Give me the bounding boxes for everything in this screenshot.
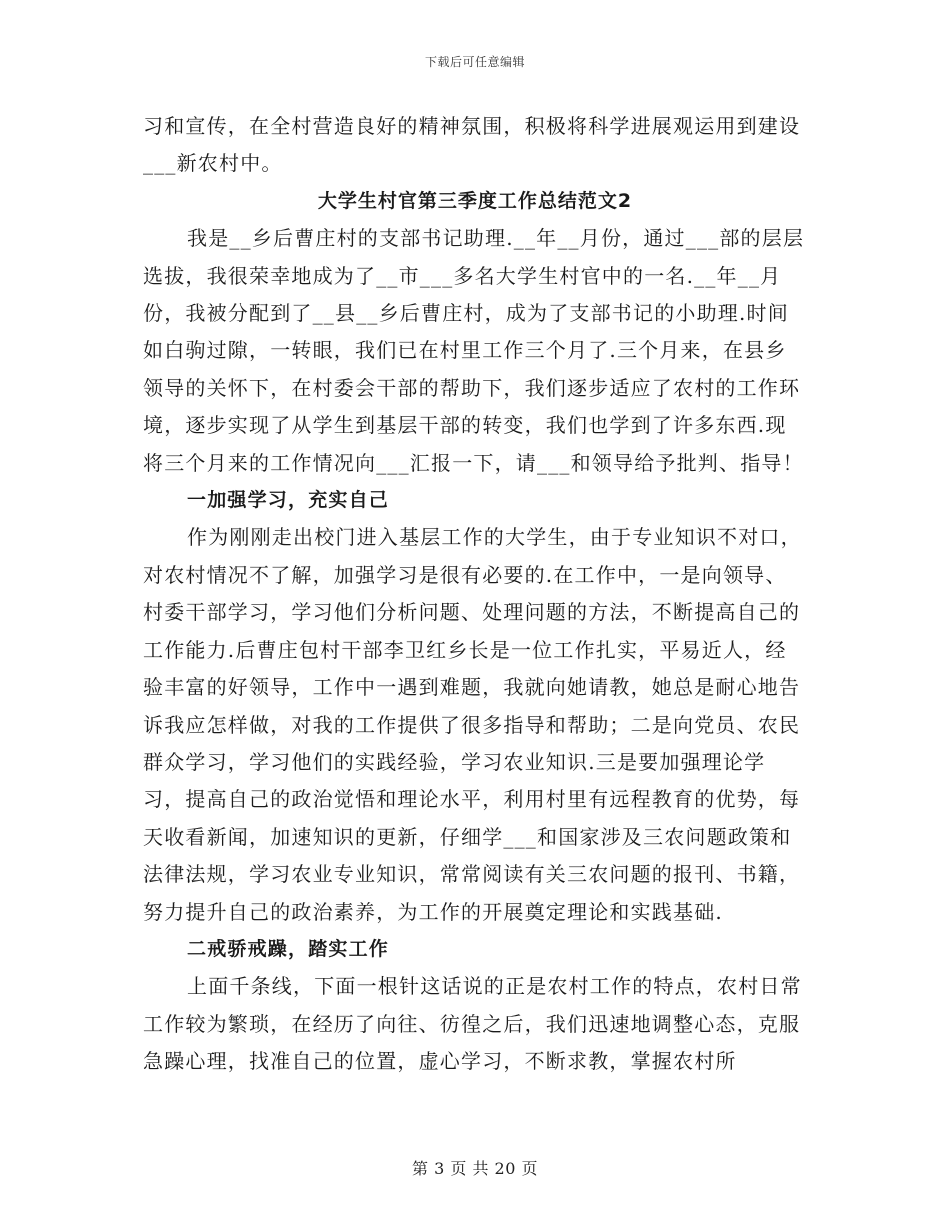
page-number-footer: 第 3 页 共 20 页	[412, 1159, 538, 1178]
document-title: 大学生村官第三季度工作总结范文2	[317, 189, 633, 212]
document-body	[143, 108, 807, 1081]
section-heading-1: 一加强学习，充实自己	[187, 489, 390, 512]
section-heading-2: 二戒骄戒躁，踏实工作	[187, 937, 390, 960]
section-paragraph-2: 上面千条线，下面一根针这话说的正是农村工作的特点，农村日常工作较为繁琐，在经历了向往、彷徨之后，我们迅速地调整心态，克服急躁心理，找准自己的位置，虚心学习，不断求教，掌握农村所	[143, 974, 802, 1074]
intro-paragraph: 我是__乡后曹庄村的支部书记助理.__年__月份，通过___部的层层选拔，我很荣幸地成为了__市___多名大学生村官中的一名.__年__月份，我被分配到了__县__乡后曹庄村，成为了支部书记的小助理.时间如白驹过隙，一转眼，我们已在村里工作三个月了.三个月来，在县乡领导的关怀下，在村委会干部的帮助下，我们逐步适应了农村的工作环境，逐步实现了从学生到基层干部的转变，我们也学到了许多东西.现将三个月来的工作情况向___汇报一下，请___和领导给予批判、指导！	[143, 226, 805, 475]
page-header: 下载后可任意编辑	[424, 55, 525, 69]
section-paragraph-1: 作为刚刚走出校门进入基层工作的大学生，由于专业知识不对口，对农村情况不了解，加强学习是很有必要的.在工作中，一是向领导、村委干部学习，学习他们分析问题、处理问题的方法，不断提高自己的工作能力.后曹庄包村干部李卫红乡长是一位工作扎实，平易近人，经验丰富的好领导，工作中一遇到难题，我就向她请教，她总是耐心地告诉我应怎样做，对我的工作提供了很多指导和帮助；二是向党员、农民群众学习，学习他们的实践经验，学习农业知识.三是要加强理论学习，提高自己的政治觉悟和理论水平，利用村里有远程教育的优势，每天收看新闻，加速知识的更新，仔细学___和国家涉及三农问题政策和法律法规，学习农业专业知识，常常阅读有关三农问题的报刊、书籍，努力提升自己的政治素养，为工作的开展奠定理论和实践基础.	[143, 525, 802, 924]
continuation-paragraph: 习和宣传，在全村营造良好的精神氛围，积极将科学进展观运用到建设___新农村中。	[143, 114, 801, 176]
